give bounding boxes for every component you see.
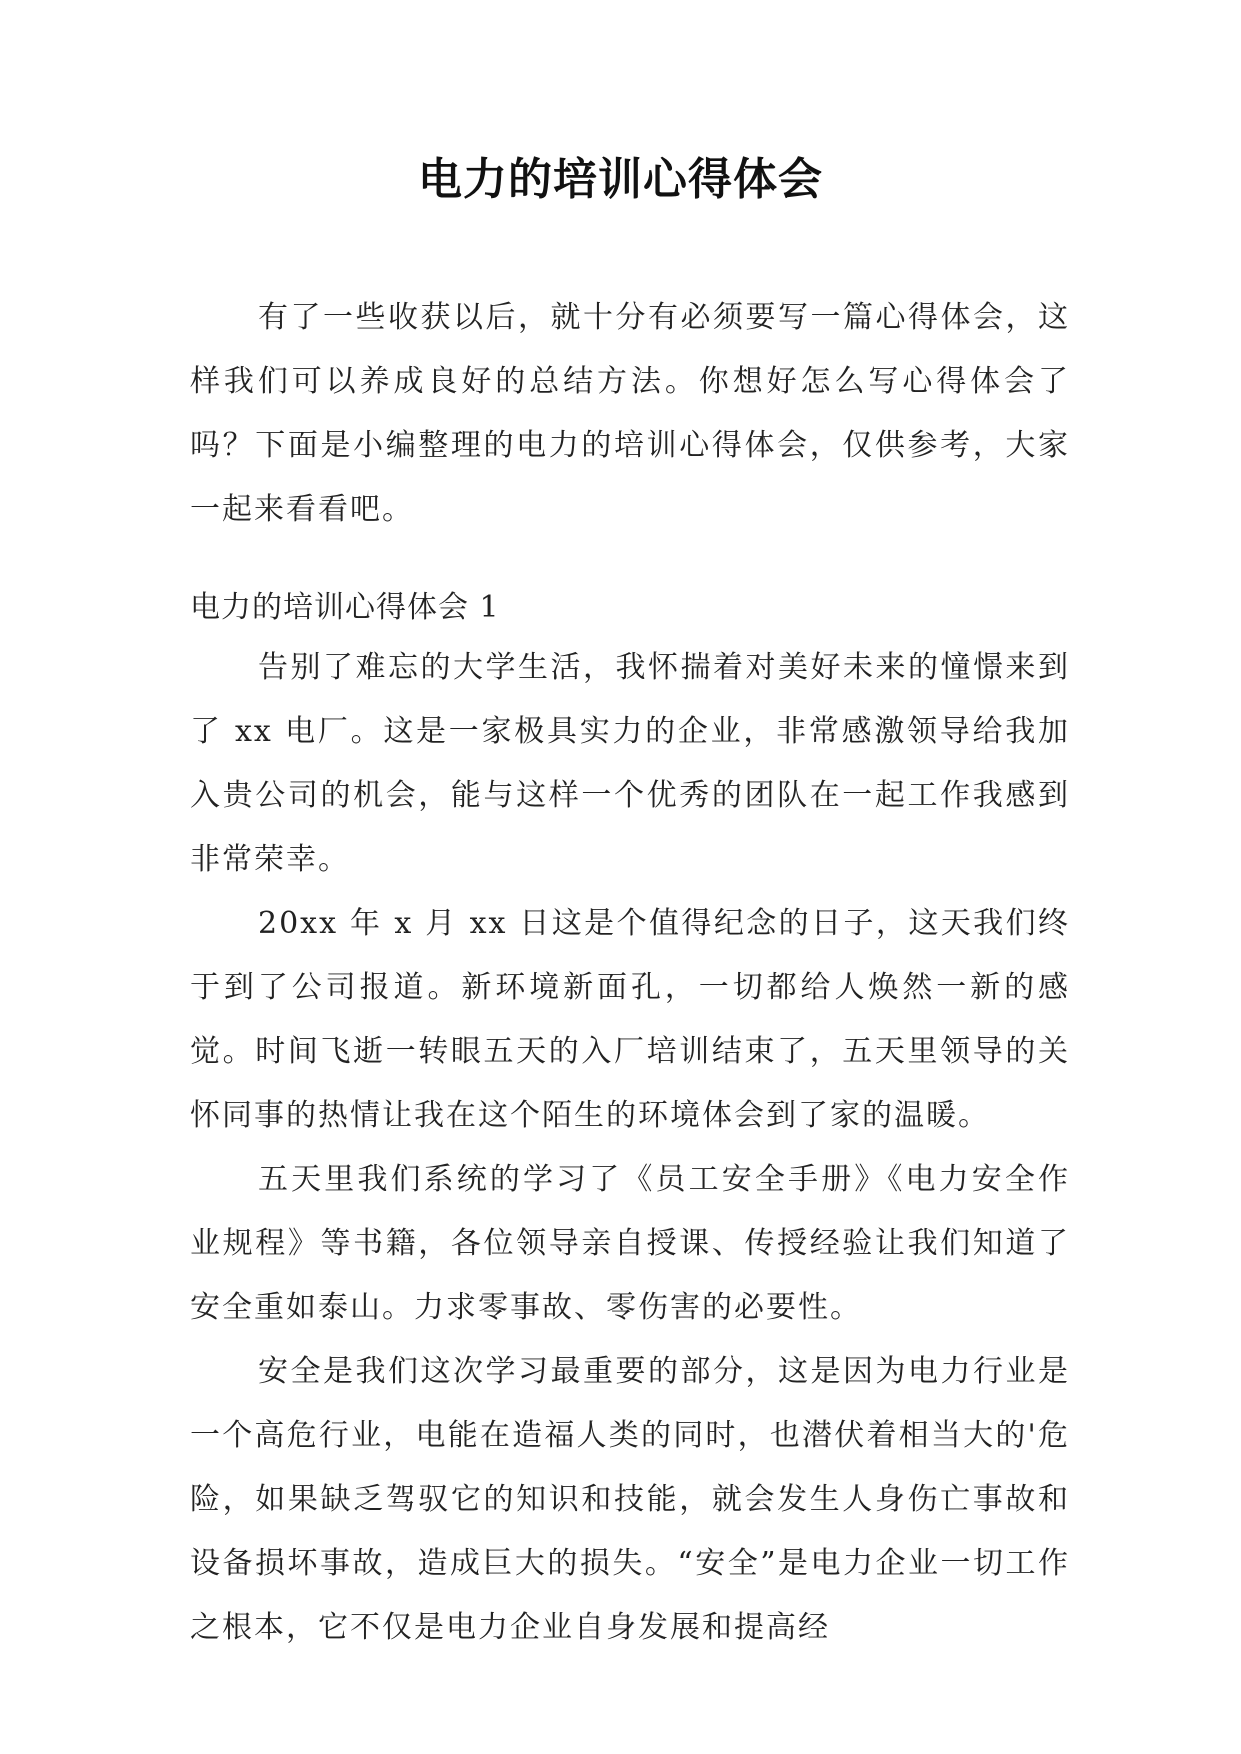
intro-section <box>190 286 1070 542</box>
document-title: 电力的培训心得体会 <box>418 154 823 205</box>
section-heading: 电力的培训心得体会 1 <box>190 590 500 625</box>
body-paragraph: 20xx 年 x 月 xx 日这是个值得纪念的日子，这天我们终于到了公司报道。新环境新面孔，一切都给人焕然一新的感觉。时间飞逝一转眼五天的入厂培训结束了，五天里领导的关怀同事的热情让我在这个陌生的环境体会到了家的温暖。 <box>190 906 1070 1133</box>
body-paragraph: 告别了难忘的大学生活，我怀揣着对美好未来的憧憬来到了 xx 电厂。这是一家极具实力的企业，非常感激领导给我加入贵公司的机会，能与这样一个优秀的团队在一起工作我感到非常荣幸。 <box>190 650 1070 877</box>
main-body <box>190 636 1070 1660</box>
intro-paragraph: 有了一些收获以后，就十分有必须要写一篇心得体会，这样我们可以养成良好的总结方法。你想好怎么写心得体会了吗？下面是小编整理的电力的培训心得体会，仅供参考，大家一起来看看吧。 <box>190 300 1070 527</box>
body-paragraph: 安全是我们这次学习最重要的部分，这是因为电力行业是一个高危行业，电能在造福人类的同时，也潜伏着相当大的'危险，如果缺乏驾驭它的知识和技能，就会发生人身伤亡事故和设备损坏事故，造成巨大的损失。“安全”是电力企业一切工作之根本，它不仅是电力企业自身发展和提高经 <box>190 1354 1070 1645</box>
body-paragraph: 五天里我们系统的学习了《员工安全手册》《电力安全作业规程》等书籍，各位领导亲自授课、传授经验让我们知道了安全重如泰山。力求零事故、零伤害的必要性。 <box>190 1162 1070 1325</box>
